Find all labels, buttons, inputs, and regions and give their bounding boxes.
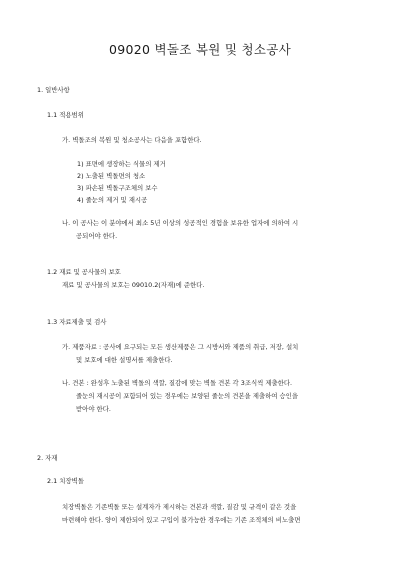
section-heading: 1. 일반사항 bbox=[37, 86, 70, 94]
paragraph-line: 나. 견본 : 완성후 노출된 벽돌의 색깔, 질감에 맞는 벽돌 견본 각 3조식씩 제출한다. bbox=[62, 379, 293, 387]
list-item: 4) 줄눈의 제거 및 재시공 bbox=[77, 196, 148, 204]
subsection-heading: 2.1 치장벽돌 bbox=[47, 477, 84, 485]
paragraph: 가. 벽돌조의 복원 및 청소공사는 다음을 포함한다. bbox=[62, 136, 202, 144]
list-item: 1) 표면에 생장하는 식물의 제거 bbox=[77, 160, 166, 168]
paragraph-line: 줄눈의 재시공이 포함되어 있는 경우에는 보양된 줄눈의 견본을 제출하여 승인을 bbox=[76, 392, 299, 400]
document-title: 09020 벽돌조 복원 및 청소공사 bbox=[108, 42, 292, 57]
paragraph-line: 치장벽돌은 기존벽돌 또는 설계자가 제시하는 견본과 색깔, 질감 및 규격이 같은 것을 bbox=[62, 503, 297, 511]
subsection-heading: 1.1 적용범위 bbox=[47, 111, 84, 119]
list-item: 3) 파손된 벽돌구조체의 보수 bbox=[77, 184, 158, 192]
subsection-heading: 1.2 재료 및 공사물의 보호 bbox=[47, 268, 121, 276]
paragraph-line: 받아야 한다. bbox=[76, 405, 111, 413]
paragraph-line: 가. 제품자료 : 공사에 요구되는 모든 생산제품은 그 시방서와 제품의 취급, 저장, 설치 bbox=[62, 343, 299, 351]
list-item: 2) 노출된 벽돌면의 청소 bbox=[77, 172, 146, 180]
paragraph: 재료 및 공사물의 보호는 09010.2(자재)에 준한다. bbox=[62, 281, 205, 289]
paragraph-line: 및 보호에 대한 설명서를 제출한다. bbox=[76, 356, 173, 364]
paragraph-line: 마련해야 한다. 양이 제한되어 있고 구입이 불가능한 경우에는 기존 조적체의 비노출면 bbox=[62, 516, 301, 524]
paragraph-line: 나. 이 공사는 이 분야에서 최소 5년 이상의 성공적인 경험을 보유한 업자에 의하여 시 bbox=[62, 219, 299, 227]
paragraph-line: 공되어야 한다. bbox=[76, 232, 118, 240]
subsection-heading: 1.3 자료제출 및 검사 bbox=[47, 318, 107, 326]
section-heading: 2. 자재 bbox=[37, 454, 58, 462]
